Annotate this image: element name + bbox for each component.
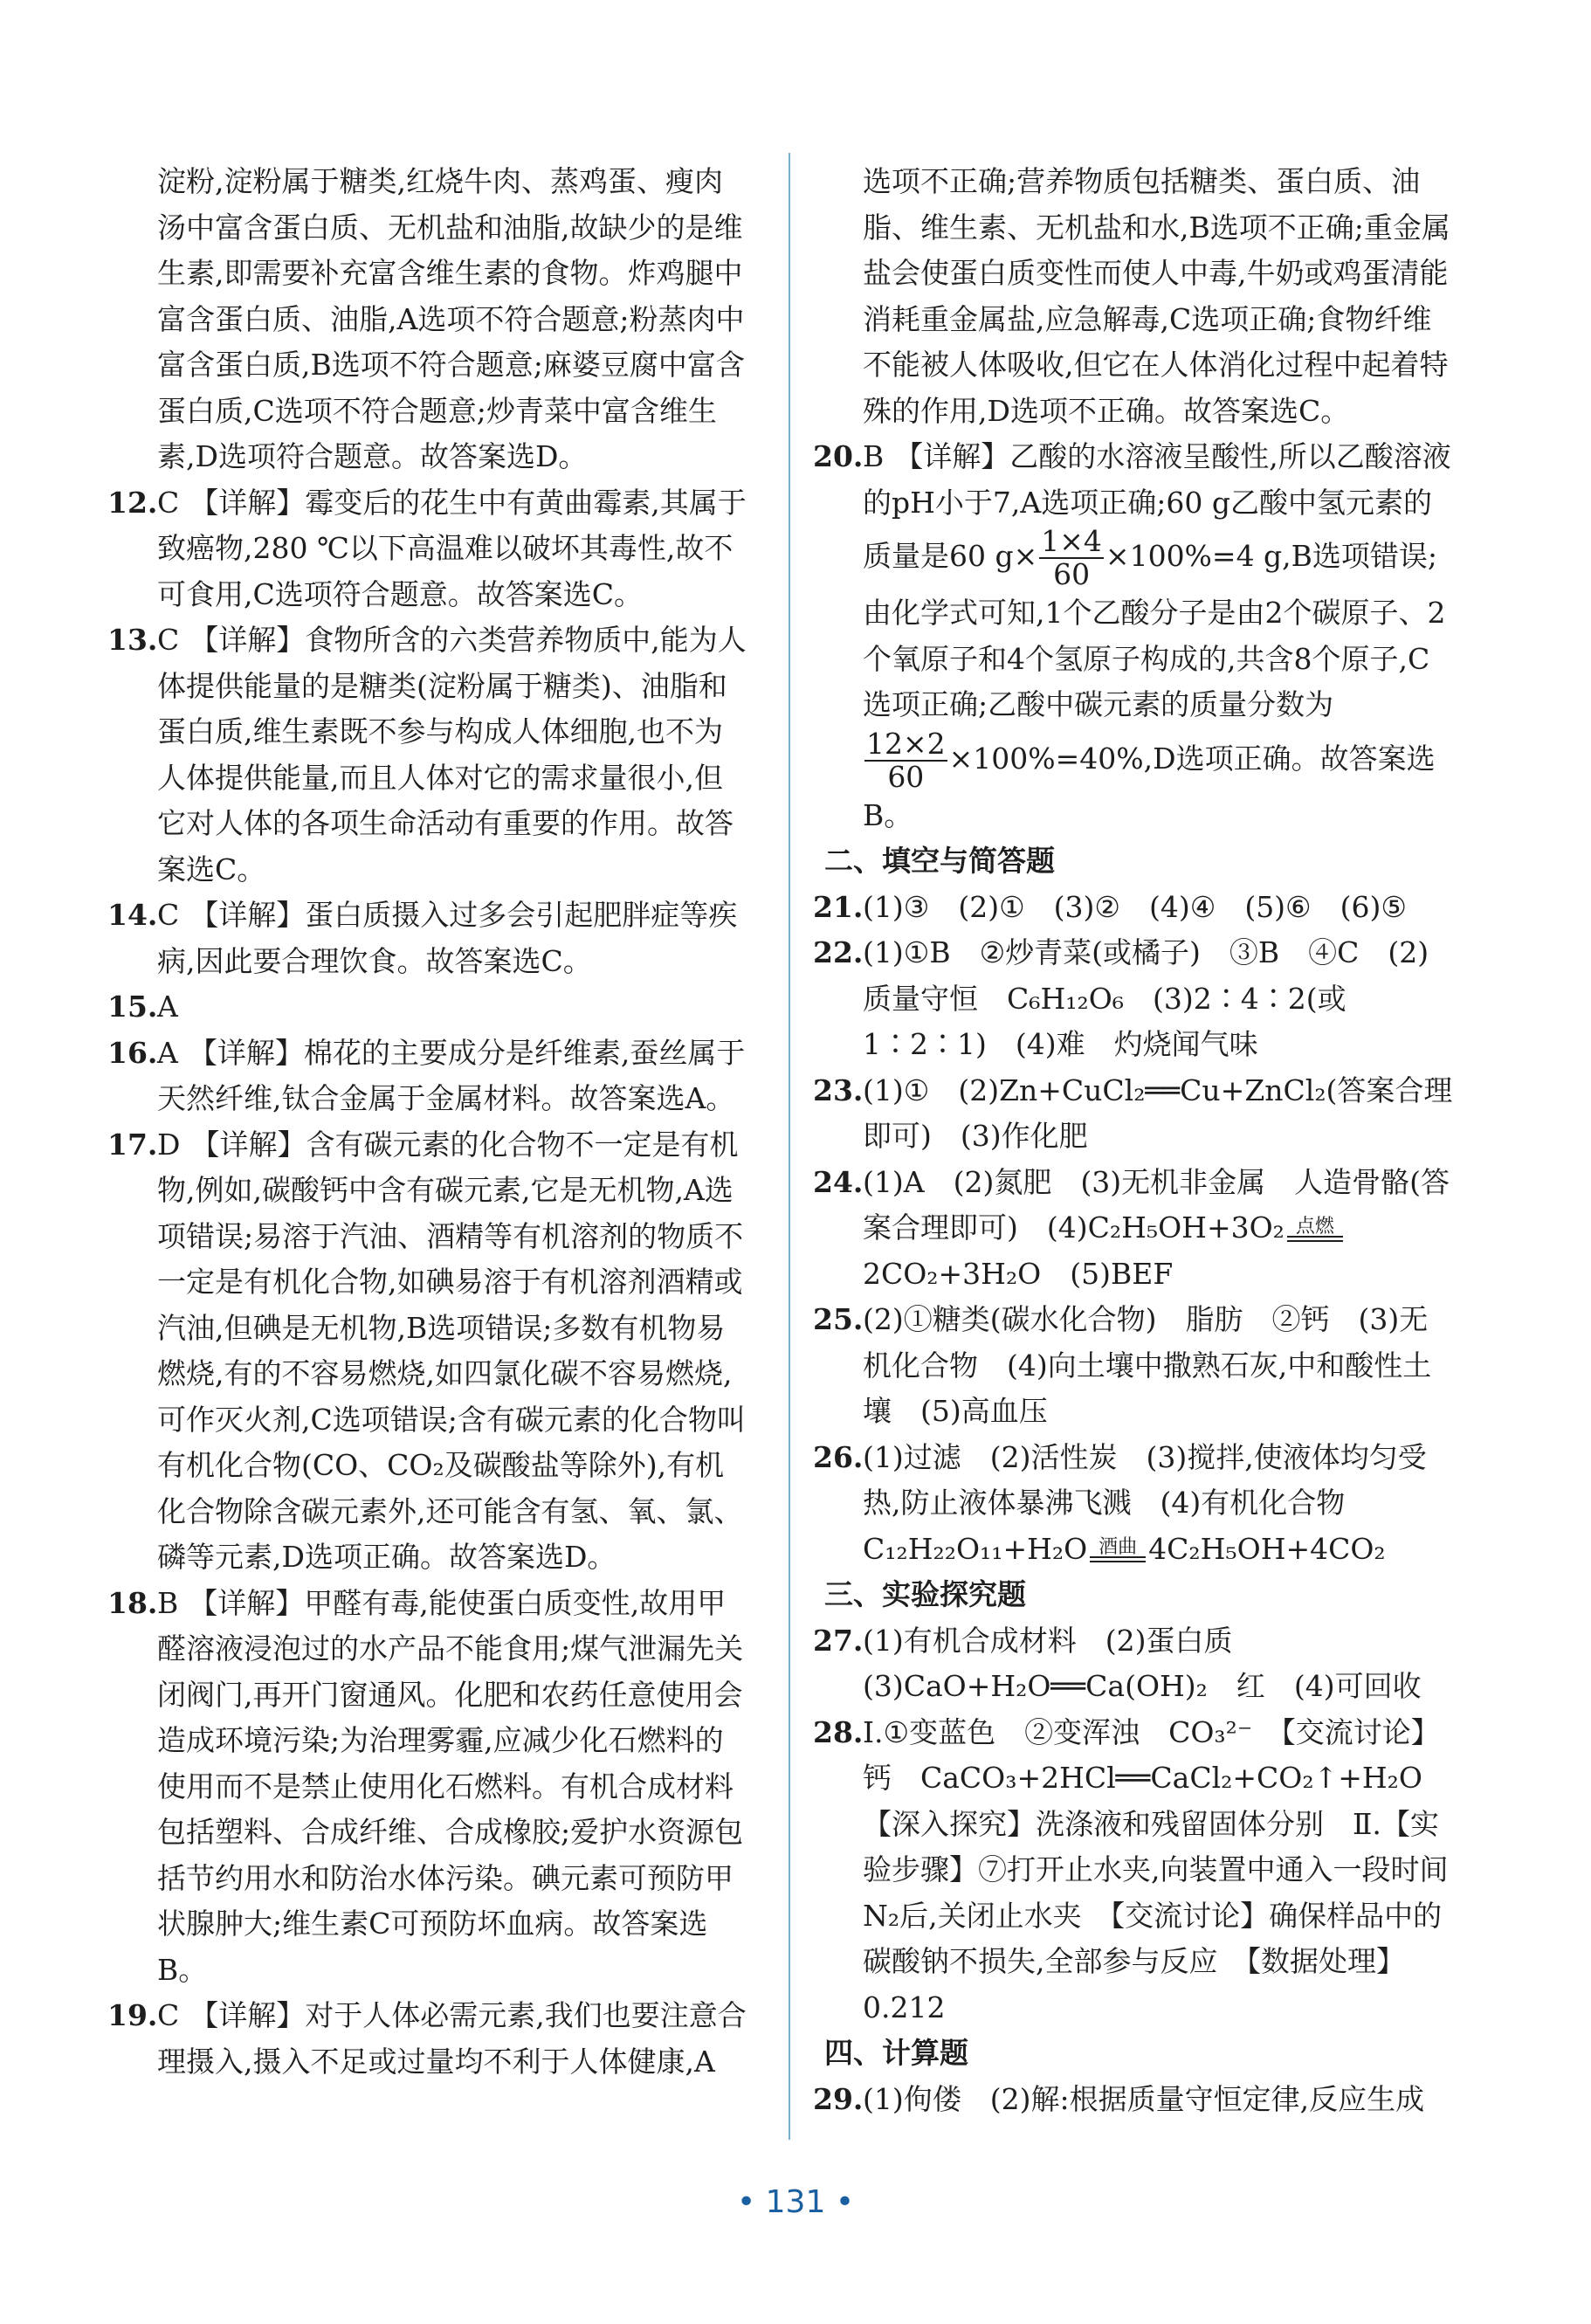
answer-11-text: 淀粉,淀粉属于糖类,红烧牛肉、蒸鸡蛋、瘦肉汤中富含蛋白质、无机盐和油脂,故缺少的是维生素,即需要补充富含维生素的食物。炸鸡腿中富含蛋白质、油脂,A选项不符合题意;粉蒸肉中富含蛋白质,B选项不符合题意;麻婆豆腐中富含蛋白质,C选项不符合题意;炒青菜中富含维生素,D选项符合题意。故答案选D。 xyxy=(157,164,745,473)
explanation-part-1: 【详解】乙酸的水溶液呈酸性,所以乙酸溶液的pH小于7,A选项正确;60 g乙酸中氢元素的质量是60 g× xyxy=(863,439,1451,573)
question-number: 23. xyxy=(813,1072,864,1107)
answer-choice: B xyxy=(863,439,885,473)
explanation: 【详解】含有碳元素的化合物不一定是有机物,例如,碳酸钙中含有碳元素,它是无机物,A选项错误;易溶于汽油、酒精等有机溶剂的物质不一定是有机化合物,如碘易溶于有机溶剂酒精或汽油,但碘是无机物,B选项错误;多数有机物易燃烧,有的不容易燃烧,如四氯化碳不容易燃烧,可作灭火剂,C选项错误;含有碳元素的化合物叫有机化合物(CO、CO₂及碳酸盐等除外),有机化合物除含碳元素外,还可能含有氢、氧、氯、磷等元素,D选项正确。故答案选D。 xyxy=(157,1127,746,1574)
answer-choice: C xyxy=(157,623,180,657)
question-number: 28. xyxy=(813,1714,864,1749)
answer-29 xyxy=(813,2077,1457,2123)
explanation: 【详解】甲醛有毒,能使蛋白质变性,故用甲醛溶液浸泡过的水产品不能食用;煤气泄漏先关闭阀门,再开门窗通风。化肥和农药任意使用会造成环境污染;为治理雾霾,应减少化石燃料的使用而不是禁止使用化石燃料。有机合成材料包括塑料、合成纤维、合成橡胶;爱护水资源包括节约用水和防治水体污染。碘元素可预防甲状腺肿大;维生素C可预防坏血病。故答案选B。 xyxy=(157,1585,744,1987)
answer-choice: D xyxy=(157,1127,181,1162)
page-number-dot-left: • xyxy=(736,2184,756,2220)
fraction-numerator: 12×2 xyxy=(866,726,946,761)
fraction-carbon xyxy=(864,728,947,793)
page-number xyxy=(0,2180,1591,2226)
answer-11-continued xyxy=(157,159,751,480)
answer-20 xyxy=(813,434,1457,838)
explanation: 【详解】霉变后的花生中有黄曲霉素,其属于致癌物,280 ℃以下高温难以破坏其毒性,故不可食用,C选项符合题意。故答案选C。 xyxy=(157,485,747,611)
answer-28 xyxy=(813,1710,1457,2031)
answer-13 xyxy=(107,617,751,893)
question-number: 25. xyxy=(813,1302,864,1336)
answer-text: Ⅰ.①变蓝色 ②变浑浊 CO₃²⁻ 【交流讨论】钙 CaCO₃+2HCl══CaCl₂+CO₂↑+H₂O 【深入探究】洗涤液和残留固体分别 Ⅱ.【实验步骤】⑦打开止水夹,向装置中通入一段时间N₂后,关闭止水夹 【交流讨论】确保样品中的碳酸钠不损失,全部参与反应 【数据处理】0.212 xyxy=(863,1714,1451,2024)
question-number: 22. xyxy=(813,935,864,969)
explanation: 【详解】对于人体必需元素,我们也要注意合理摄入,摄入不足或过量均不利于人体健康,A xyxy=(157,1998,747,2079)
fraction-denominator: 60 xyxy=(1053,557,1091,591)
answer-21 xyxy=(813,885,1457,931)
question-number: 12. xyxy=(107,485,158,520)
answer-text-part-1: (1)过滤 (2)活性炭 (3)搅拌,使液体均匀受热,防止液体暴沸飞溅 (4)有机化合物 C₁₂H₂₂O₁₁+H₂O xyxy=(863,1439,1427,1566)
question-number: 16. xyxy=(107,1035,158,1070)
answer-17 xyxy=(107,1122,751,1581)
answer-text-part-1: (1)A (2)氮肥 (3)无机非金属 人造骨骼(答案合理即可) (4)C₂H₅OH+3O₂ xyxy=(863,1164,1450,1245)
question-number: 19. xyxy=(107,1998,158,2032)
answer-22 xyxy=(813,930,1457,1068)
reaction-condition-equals xyxy=(1287,1215,1343,1242)
question-number: 18. xyxy=(107,1585,158,1620)
answer-choice: B xyxy=(157,1585,179,1620)
answer-text: (1)佝偻 (2)解:根据质量守恒定律,反应生成 xyxy=(863,2081,1425,2116)
question-number: 13. xyxy=(107,623,158,657)
answer-text: (1)③ (2)① (3)② (4)④ (5)⑥ (6)⑤ xyxy=(863,889,1407,924)
reaction-condition-equals xyxy=(1090,1536,1146,1562)
question-number: 27. xyxy=(813,1623,864,1658)
reaction-condition: 酒曲 xyxy=(1099,1536,1138,1558)
answer-choice: A xyxy=(157,1035,178,1070)
answer-24 xyxy=(813,1160,1457,1298)
question-number: 15. xyxy=(107,990,158,1024)
fraction-denominator: 60 xyxy=(887,759,925,794)
reaction-condition: 点燃 xyxy=(1295,1215,1334,1238)
right-column xyxy=(813,159,1457,2122)
answer-18 xyxy=(107,1581,751,1994)
page-number-value: 131 xyxy=(765,2184,826,2220)
answer-text: (1)①B ②炒青菜(或橘子) ③B ④C (2)质量守恒 C₆H₁₂O₆ (3)2∶4∶2(或1∶2∶1) (4)难 灼烧闻气味 xyxy=(863,935,1429,1061)
answer-text-part-2: 2CO₂+3H₂O (5)BEF xyxy=(863,1256,1174,1291)
section-heading-experiment: 三、实验探究题 xyxy=(824,1577,1026,1611)
answer-19-text: 选项不正确;营养物质包括糖类、蛋白质、油脂、维生素、无机盐和水,B选项不正确;重金属盐会使蛋白质变性而使人中毒,牛奶或鸡蛋清能消耗重金属盐,应急解毒,C选项正确;食物纤维不能被人体吸收,但它在人体消化过程中起着特殊的作用,D选项不正确。故答案选C。 xyxy=(863,164,1450,428)
answer-27 xyxy=(813,1618,1457,1710)
question-number: 14. xyxy=(107,898,158,932)
answer-text: (1)有机合成材料 (2)蛋白质 (3)CaO+H₂O══Ca(OH)₂ 红 (4)可回收 xyxy=(863,1623,1422,1703)
question-number: 21. xyxy=(813,889,864,924)
explanation-part-2: ×100%=4 g,B选项错误;由化学式可知,1个乙酸分子是由2个碳原子、2个氧原子和4个氢原子构成的,共含8个原子,C选项正确;乙酸中碳元素的质量分数为 xyxy=(863,539,1446,721)
answer-text-part-2: 4C₂H₅OH+4CO₂ xyxy=(1148,1531,1386,1566)
answer-choice: C xyxy=(157,485,180,520)
page-number-dot-right: • xyxy=(835,2184,855,2220)
explanation: 【详解】棉花的主要成分是纤维素,蚕丝属于天然纤维,钛合金属于金属材料。故答案选A。 xyxy=(157,1035,746,1115)
answer-19 xyxy=(107,1993,751,2085)
explanation: 【详解】蛋白质摄入过多会引起肥胖症等疾病,因此要合理饮食。故答案选C。 xyxy=(157,898,738,978)
answer-25 xyxy=(813,1297,1457,1435)
answer-choice: C xyxy=(157,898,180,932)
fraction-hydrogen xyxy=(1039,526,1104,590)
question-number: 20. xyxy=(813,439,864,473)
answer-23 xyxy=(813,1068,1457,1160)
question-number: 26. xyxy=(813,1439,864,1474)
answer-14 xyxy=(107,893,751,984)
answer-choice: A xyxy=(157,990,178,1024)
question-number: 29. xyxy=(813,2081,864,2116)
explanation-part-3: ×100%=40%,D选项正确。故答案选B。 xyxy=(863,741,1436,832)
question-number: 24. xyxy=(813,1164,864,1199)
left-column xyxy=(107,159,751,2085)
answer-text: (1)① (2)Zn+CuCl₂══Cu+ZnCl₂(答案合理即可) (3)作化肥 xyxy=(863,1072,1453,1153)
explanation: 【详解】食物所含的六类营养物质中,能为人体提供能量的是糖类(淀粉属于糖类)、油脂和蛋白质,维生素既不参与构成人体细胞,也不为人体提供能量,而且人体对它的需求量很小,但它对人体的各项生命活动有重要的作用。故答案选C。 xyxy=(157,623,747,886)
question-number: 17. xyxy=(107,1127,158,1162)
answer-12 xyxy=(107,480,751,618)
answer-19-continued xyxy=(863,159,1457,434)
answer-16 xyxy=(107,1031,751,1122)
answer-15 xyxy=(107,984,751,1031)
answer-26 xyxy=(813,1435,1457,1573)
fraction-numerator: 1×4 xyxy=(1041,524,1102,558)
column-divider xyxy=(789,153,790,2140)
section-heading-calculation: 四、计算题 xyxy=(824,2036,968,2070)
answer-text: (2)①糖类(碳水化合物) 脂肪 ②钙 (3)无机化合物 (4)向土壤中撒熟石灰,中和酸性土壤 (5)高血压 xyxy=(863,1302,1432,1428)
answer-choice: C xyxy=(157,1998,180,2032)
section-heading-fill-in: 二、填空与简答题 xyxy=(824,844,1055,878)
